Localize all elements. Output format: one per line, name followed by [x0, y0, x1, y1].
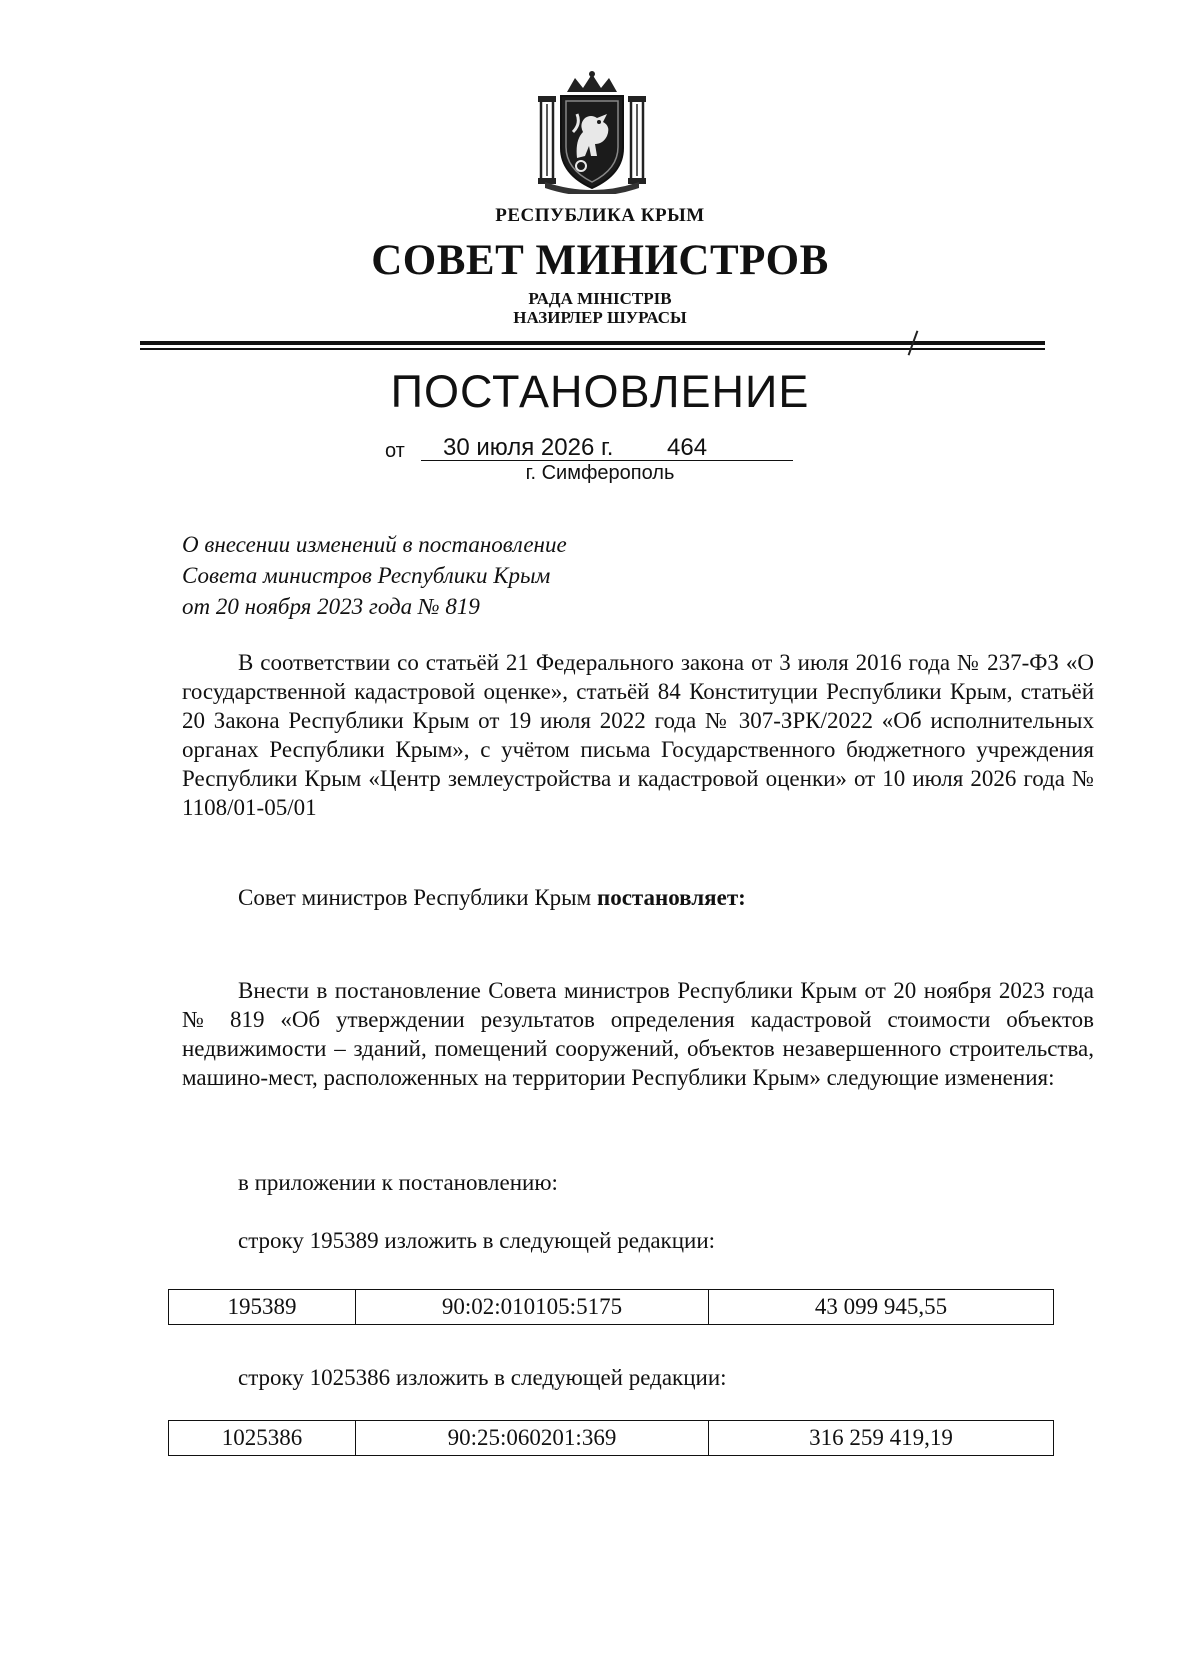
row-instruction-1: строку 195389 изложить в следующей редакции: [238, 1228, 716, 1253]
table-row [168, 1420, 1054, 1456]
council-name: СОВЕТ МИНИСТРОВ [371, 237, 829, 284]
resolution-verb: постановляет: [596, 885, 746, 910]
row-instruction-2: строку 1025386 изложить в следующей редакции: [238, 1365, 727, 1390]
amendment-paragraph [182, 976, 1094, 1092]
date-prefix: от [385, 440, 405, 462]
table-cell-cadastral-number: 90:25:060201:369 [356, 1421, 709, 1455]
decree-date-line [385, 434, 795, 464]
decree-subject [182, 529, 567, 622]
decree-city: г. Симферополь [525, 462, 675, 484]
table-cell-cadastral-value: 316 259 419,19 [809, 1425, 953, 1450]
header-rule-thick [140, 341, 1045, 345]
council-name-ukrainian: РАДА МІНІСТРІВ [528, 289, 672, 308]
subject-line: Совета министров Республики Крым [182, 563, 551, 588]
subject-line: О внесении изменений в постановление [182, 532, 567, 557]
decree-date: 30 июля 2026 г. [443, 434, 614, 461]
table-cell-cadastral-value: 43 099 945,55 [814, 1294, 948, 1319]
republic-name: РЕСПУБЛИКА КРЫМ [495, 205, 705, 226]
table-cell-cadastral-number: 90:02:010105:5175 [356, 1290, 709, 1324]
appendix-paragraph: в приложении к постановлению: [238, 1170, 558, 1195]
table-cell-row-number: 1025386 [169, 1421, 356, 1455]
table-cell-row-number: 195389 [169, 1290, 356, 1324]
amendment-text: Внести в постановление Совета министров Республики Крым от 20 ноября 2023 года № 819 «Об утверждении результатов определения кадастровой стоимости объектов недвижимости – зданий, помещений сооружений, объектов незавершенного строительства, машино-мест, расположенных на территории Республики Крым» следующие изменения: [182, 978, 1094, 1090]
resolution-text: Совет министров Республики Крым [238, 885, 597, 910]
decree-title: ПОСТАНОВЛЕНИЕ [390, 366, 810, 417]
decree-number: 464 [667, 434, 708, 461]
resolution-paragraph [182, 883, 1094, 912]
subject-line: от 20 ноября 2023 года № 819 [182, 594, 480, 619]
preamble-text: В соответствии со статьёй 21 Федерального закона от 3 июля 2016 года № 237-ФЗ «О государственной кадастровой оценке», статьёй 84 Конституции Республики Крым, статьёй 20 Закона Республики Крым от 19 июля 2022 года № 307-ЗРК/2022 «Об исполнительных органах Республики Крым», с учётом письма Государственного бюджетного учреждения Республики Крым «Центр землеустройства и кадастровой оценки» от 10 июля 2026 года № 1108/01-05/01 [182, 650, 1094, 820]
council-name-crimean-tatar: НАЗИРЛЕР ШУРАСЫ [513, 308, 687, 327]
coat-of-arms-icon [537, 70, 647, 194]
table-row [168, 1289, 1054, 1325]
preamble-paragraph [182, 648, 1094, 822]
